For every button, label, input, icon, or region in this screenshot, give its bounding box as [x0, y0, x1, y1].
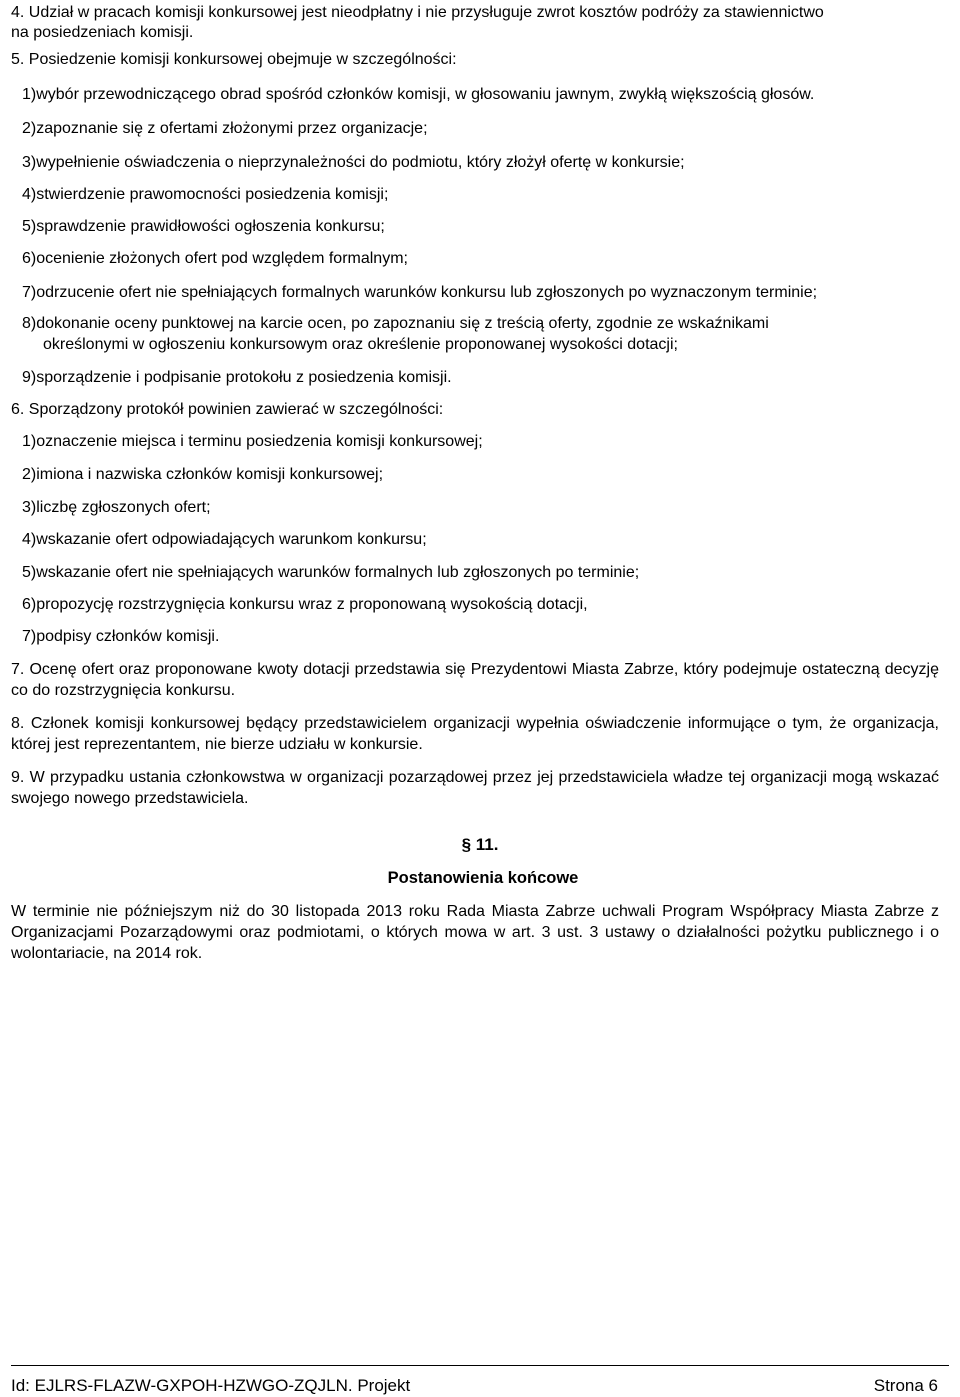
- list-item: 1)oznaczenie miejsca i terminu posiedzenia komisji konkursowej;: [22, 433, 483, 450]
- list-item: 2)imiona i nazwiska członków komisji konkursowej;: [22, 466, 384, 483]
- list-item: 2)zapoznanie się z ofertami złożonymi przez organizacje;: [22, 120, 428, 137]
- list-item: 1)wybór przewodniczącego obrad spośród członków komisji, w głosowaniu jawnym, zwykłą większością głosów.: [22, 86, 815, 103]
- paragraph-9: 9. W przypadku ustania członkowstwa w organizacji pozarządowej przez jej przedstawiciela władze tej organizacji mogą wskazać swojego nowego przedstawiciela.: [11, 769, 939, 807]
- footer-page-number: Strona 6: [873, 1376, 938, 1395]
- section-title: Postanowienia końcowe: [387, 869, 579, 887]
- list-item: 6)propozycję rozstrzygnięcia konkursu wraz z proponowaną wysokością dotacji,: [22, 596, 588, 613]
- paragraph-4-line-2: na posiedzeniach komisji.: [11, 24, 194, 41]
- list-item: 4)wskazanie ofert odpowiadających warunkom konkursu;: [22, 531, 427, 548]
- section-number: § 11.: [461, 835, 499, 854]
- paragraph-7: 7. Ocenę ofert oraz proponowane kwoty dotacji przedstawia się Prezydentowi Miasta Zabrze, który podejmuje ostateczną decyzję co do rozstrzygnięcia konkursu.: [11, 661, 939, 699]
- list-item-continuation: określonymi w ogłoszeniu konkursowym oraz określenie proponowanej wysokości dotacji;: [43, 336, 678, 353]
- list-item: 3)liczbę zgłoszonych ofert;: [22, 499, 211, 516]
- paragraph-6-intro: 6. Sporządzony protokół powinien zawierać w szczególności:: [11, 401, 444, 418]
- footer-divider: [11, 1365, 949, 1366]
- list-item: 6)ocenienie złożonych ofert pod względem formalnym;: [22, 250, 408, 267]
- list-item: 9)sporządzenie i podpisanie protokołu z posiedzenia komisji.: [22, 369, 452, 386]
- list-item: 4)stwierdzenie prawomocności posiedzenia komisji;: [22, 186, 389, 203]
- list-item: 8)dokonanie oceny punktowej na karcie ocen, po zapoznaniu się z treścią oferty, zgodnie ze wskaźnikami: [22, 315, 769, 332]
- list-item: 3)wypełnienie oświadczenia o nieprzynależności do podmiotu, który złożył ofertę w konkursie;: [22, 154, 685, 171]
- footer-document-id: Id: EJLRS-FLAZW-GXPOH-HZWGO-ZQJLN. Projekt: [11, 1376, 411, 1395]
- list-item: 5)sprawdzenie prawidłowości ogłoszenia konkursu;: [22, 218, 385, 235]
- list-item: 5)wskazanie ofert nie spełniających warunków formalnych lub zgłoszonych po terminie;: [22, 564, 640, 581]
- list-item: 7)odrzucenie ofert nie spełniających formalnych warunków konkursu lub zgłoszonych po wyznaczonym terminie;: [22, 284, 818, 301]
- paragraph-5-intro: 5. Posiedzenie komisji konkursowej obejmuje w szczególności:: [11, 51, 457, 68]
- final-paragraph: W terminie nie późniejszym niż do 30 listopada 2013 roku Rada Miasta Zabrze uchwali Program Współpracy Miasta Zabrze z Organizacjami Pozarządowymi oraz podmiotami, o których mowa w art. 3 ust. 3 ustawy o działalności pożytku publicznego i o wolontariacie, na 2014 rok.: [11, 903, 939, 962]
- paragraph-4-line-1: 4. Udział w pracach komisji konkursowej jest nieodpłatny i nie przysługuje zwrot kosztów podróży za stawiennictwo: [11, 4, 824, 21]
- list-item: 7)podpisy członków komisji.: [22, 628, 220, 645]
- paragraph-8: 8. Członek komisji konkursowej będący przedstawicielem organizacji wypełnia oświadczenie informujące o tym, że organizacja, której jest reprezentantem, nie bierze udziału w konkursie.: [11, 715, 939, 753]
